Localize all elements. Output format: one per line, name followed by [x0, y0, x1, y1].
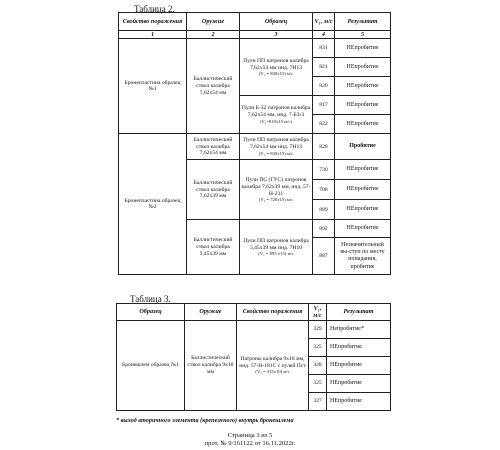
t3-result: НЕпробитие [327, 339, 391, 357]
ammo-velocity: (V₁=810±15 м/с) [260, 118, 292, 124]
table2-caption: Таблица 2. [134, 4, 175, 14]
t2-result: НЕпробитие [335, 220, 391, 238]
ammo-text: Пули ПП патронов калибра 7,62x54 мм инд. 7Н13 [243, 137, 309, 151]
t2-weapon-7-62x54: Баллистический ствол калибра 7,62x54 мм [187, 39, 240, 134]
t2-result: НЕпробитие [335, 96, 391, 115]
t2-header-velocity: V₁, м/с [313, 13, 335, 31]
table3 [116, 303, 391, 411]
t2-colnum: 2 [187, 31, 240, 39]
t3-velocity: 329 [309, 321, 327, 339]
t2-result: НЕпробитие [335, 58, 391, 77]
t2-header-property: Свойство поражения [119, 13, 187, 31]
t2-colnum: 1 [119, 31, 187, 39]
t2-header-result: Результат [335, 13, 391, 31]
ammo-text: Пули Б-32 патронов калибра 7,62x54 мм, инд. 7-БЗ-3 [241, 105, 311, 119]
t2-weapon-7-62x54-b: Баллистический ствол калибра 7,62x54 мм [187, 134, 240, 160]
t3-header-velocity: V₁, м/с [309, 304, 327, 321]
table3-caption: Таблица 3. [130, 294, 171, 304]
t3-velocity: 325 [309, 339, 327, 357]
t2-result: Незначительный вы-ступ по месту попадания, пробитие [335, 238, 391, 275]
t3-ammo [237, 321, 309, 411]
t3-header-sample: Образец [117, 304, 185, 321]
protocol-number: прот. № 9/161122 от 16.11.2022г. [204, 440, 296, 447]
ammo-velocity: (V₁ = 315±10) м/с [255, 369, 290, 375]
table2 [118, 12, 391, 275]
ammo-text: Пули ПП патронов калибра 7,62x54 мм инд. 7Н13 [243, 57, 309, 71]
t2-ammo-7n13-b [240, 134, 313, 160]
t2-ammo-b32 [240, 96, 313, 134]
t2-velocity: 889 [313, 200, 335, 220]
t3-weapon: Баллистический ствол калибра 9x18 мм [185, 321, 237, 411]
ammo-velocity: (V₁ = 720±15) м/с [258, 197, 294, 203]
ammo-text: Пули ПС (ГУС) патронов калибра 7,62x39 мм, инд. 57-Н-231 [241, 177, 311, 197]
t2-result: НЕпробитие [335, 180, 391, 200]
t2-sample1: Бронепластина образец №1 [119, 39, 187, 134]
ammo-velocity: (V₁ = 830±15) м/с [258, 71, 294, 77]
t2-velocity: 820 [313, 77, 335, 96]
t2-velocity: 821 [313, 58, 335, 77]
ammo-text: Патроны калибра 9x18 мм, инд. 57-Н-181С с пулей Пст [239, 356, 306, 369]
t3-result: НЕпробитие [327, 393, 391, 411]
t3-velocity: 327 [309, 393, 327, 411]
t3-sample: Бронешлем образец №1 [117, 321, 185, 411]
t2-header-weapon: Оружие [187, 13, 240, 31]
t2-velocity: 822 [313, 115, 335, 134]
t2-header-sample: Образец [240, 13, 313, 31]
ammo-text: Пули ПП патронов калибра 5,45x39 мм инд. 7Н10 [243, 237, 309, 251]
t2-velocity: 817 [313, 96, 335, 115]
t2-weapon-7-62x39: Баллистический ствол калибра 7,62x39 мм [187, 160, 240, 220]
t2-ammo-7n13 [240, 39, 313, 96]
t3-header-property: Свойство поражения [237, 304, 309, 321]
t2-ammo-ps [240, 160, 313, 220]
ammo-velocity: (V₁ = 830±15) м/с [258, 150, 294, 156]
t2-colnum: 5 [335, 31, 391, 39]
t2-velocity: 730 [313, 160, 335, 180]
t3-velocity: 328 [309, 357, 327, 375]
t2-colnum: 3 [240, 31, 313, 39]
t2-result: НЕпробитие [335, 160, 391, 180]
t2-velocity: 892 [313, 220, 335, 238]
t3-header-result: Результат [327, 304, 391, 321]
t2-weapon-5-45x39: Баллистический ствол калибра 5,45x39 мм [187, 220, 240, 275]
t2-colnum: 4 [313, 31, 335, 39]
t3-header-weapon: Оружие [185, 304, 237, 321]
t3-result: НЕпробитие [327, 375, 391, 393]
t2-sample2: Бронепластина образец №2 [119, 134, 187, 275]
table-row [119, 134, 391, 160]
t2-velocity: 708 [313, 180, 335, 200]
page-number: Страница 3 из 5 [227, 432, 273, 439]
t3-result: Непробитие* [327, 321, 391, 339]
t2-result: НЕпробитие [335, 77, 391, 96]
t2-velocity: 828 [313, 134, 335, 160]
t2-result: НЕпробитие [335, 39, 391, 58]
t3-result: НЕпробитие [327, 357, 391, 375]
ammo-velocity: (V₁ = 895 ±15) м/с [258, 251, 294, 257]
t2-result: НЕпробитие [335, 200, 391, 220]
footnote: * выход вторичного элемента (крепежного) внутрь бронешлема [116, 417, 294, 424]
table-row [119, 39, 391, 58]
t2-velocity: 831 [313, 39, 335, 58]
table-row [117, 321, 391, 339]
t2-ammo-7n10 [240, 220, 313, 275]
t2-result: Пробитие [335, 134, 391, 160]
t2-velocity: 887 [313, 238, 335, 275]
t2-result: НЕпробитие [335, 115, 391, 134]
t3-velocity: 325 [309, 375, 327, 393]
